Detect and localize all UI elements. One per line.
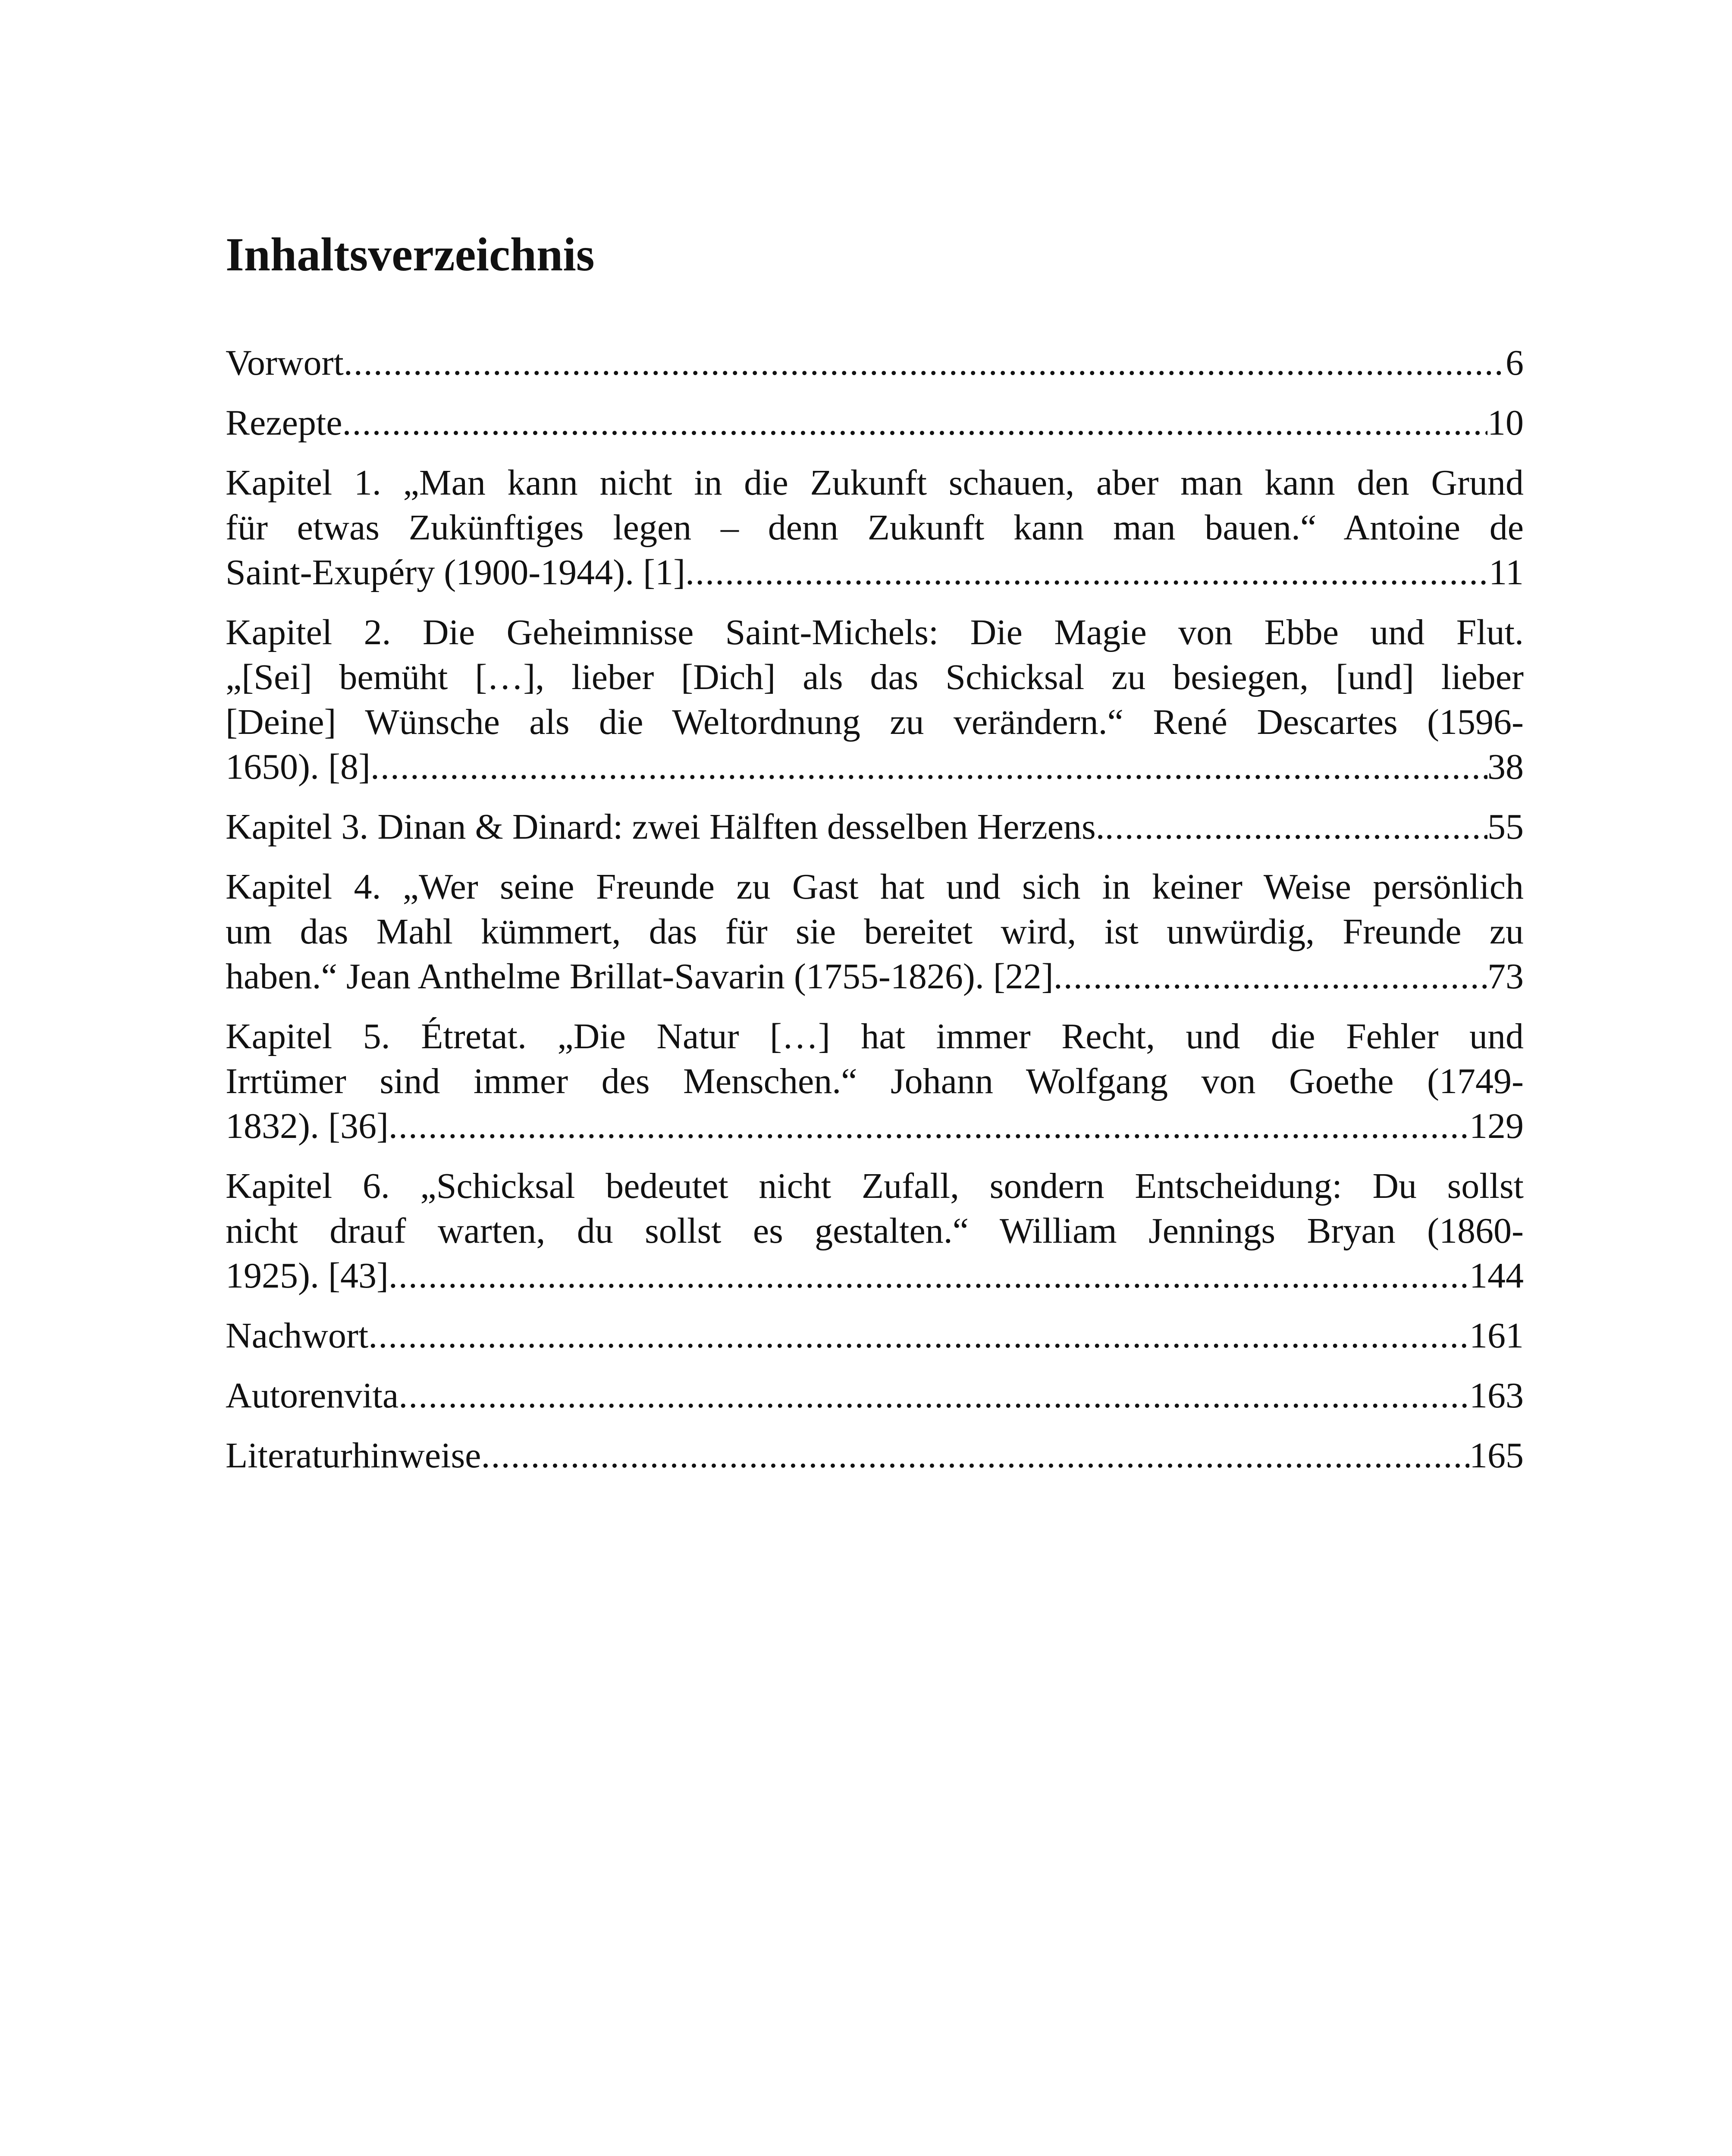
dot-leader: [342, 401, 1488, 445]
toc-entry-last-line: [226, 1373, 1524, 1418]
dot-leader: [398, 1373, 1469, 1418]
toc-entry-line: Kapitel 1. „Man kann nicht in die Zukunft schauen, aber man kann den Grund: [226, 463, 1524, 503]
toc-entry-title: Rezepte: [226, 403, 342, 443]
toc-entry[interactable]: [226, 1373, 1524, 1418]
toc-entry-title: Autorenvita: [226, 1376, 399, 1416]
toc-entry-title: Kapitel 3. Dinan & Dinard: zwei Hälften desselben Herzens.: [226, 807, 1105, 847]
toc-entry-last-line: [226, 1313, 1524, 1358]
toc-entry-last-line: [226, 401, 1524, 445]
toc-entry-line: „[Sei] bemüht […], lieber [Dich] als das Schicksal zu besiegen, [und] lieber: [226, 657, 1524, 697]
toc-page-number: 129: [1469, 1106, 1524, 1146]
dot-leader: [1054, 954, 1487, 999]
dot-leader: [685, 550, 1489, 595]
toc-entry-line: Kapitel 2. Die Geheimnisse Saint-Michels: Die Magie von Ebbe und Flut.: [226, 612, 1524, 652]
dot-leader: [389, 1253, 1469, 1298]
toc-entry-last-line: [226, 1433, 1524, 1478]
toc-entry-line: um das Mahl kümmert, das für sie bereitet wird, ist unwürdig, Freunde zu: [226, 912, 1524, 952]
toc-entry-title: Vorwort: [226, 343, 344, 383]
toc-entry-title: Saint-Exupéry (1900-1944). [1]: [226, 552, 686, 592]
toc-page-number: 144: [1469, 1256, 1524, 1296]
toc-entry-line: [Deine] Wünsche als die Weltordnung zu verändern.“ René Descartes (1596-: [226, 702, 1524, 742]
toc-entry[interactable]: [226, 341, 1524, 385]
toc-page-number: 55: [1487, 807, 1524, 847]
toc-entry-last-line: [226, 954, 1524, 999]
toc-entry-title: haben.“ Jean Anthelme Brillat-Savarin (1755-1826). [22]: [226, 956, 1054, 997]
toc-page-number: 165: [1469, 1435, 1524, 1476]
toc-entry-line: für etwas Zukünftiges legen – denn Zukunft kann man bauen.“ Antoine de: [226, 508, 1524, 548]
dot-leader: [389, 1104, 1469, 1149]
toc-entry[interactable]: [226, 805, 1524, 849]
toc-entry-last-line: [226, 745, 1524, 790]
dot-leader: [481, 1433, 1469, 1478]
toc-entry[interactable]: [226, 401, 1524, 445]
dot-leader: [370, 745, 1487, 790]
toc-entry[interactable]: [226, 1433, 1524, 1478]
toc-page-number: 38: [1487, 747, 1524, 787]
toc-entry-last-line: [226, 805, 1524, 849]
toc-page-number: 11: [1489, 552, 1524, 592]
toc-entry-line: Irrtümer sind immer des Menschen.“ Johann Wolfgang von Goethe (1749-: [226, 1061, 1524, 1101]
toc-entry-title: Literaturhinweise: [226, 1435, 481, 1476]
toc-entry-title: 1650). [8]: [226, 747, 370, 787]
dot-leader: [368, 1313, 1469, 1358]
table-of-contents: [226, 341, 1524, 1493]
toc-entry-line: nicht drauf warten, du sollst es gestalten.“ William Jennings Bryan (1860-: [226, 1211, 1524, 1251]
toc-page-number: 73: [1487, 956, 1524, 997]
toc-entry[interactable]: [226, 1164, 1524, 1298]
toc-page-number: 163: [1469, 1376, 1524, 1416]
toc-entry-line: Kapitel 4. „Wer seine Freunde zu Gast hat und sich in keiner Weise persönlich: [226, 867, 1524, 907]
toc-entry-last-line: [226, 1253, 1524, 1298]
toc-page-number: 6: [1506, 343, 1524, 383]
toc-entry-title: 1832). [36]: [226, 1106, 389, 1146]
toc-entry[interactable]: [226, 610, 1524, 790]
toc-entry[interactable]: [226, 1014, 1524, 1149]
dot-leader: [344, 341, 1506, 385]
toc-entry-last-line: [226, 550, 1524, 595]
toc-entry-last-line: [226, 341, 1524, 385]
page-title: Inhaltsverzeichnis: [226, 228, 595, 281]
toc-entry-line: Kapitel 5. Étretat. „Die Natur […] hat immer Recht, und die Fehler und: [226, 1016, 1524, 1056]
toc-entry-title: 1925). [43]: [226, 1256, 389, 1296]
toc-entry[interactable]: [226, 865, 1524, 999]
toc-page-number: 10: [1487, 403, 1524, 443]
toc-entry-last-line: [226, 1104, 1524, 1149]
toc-entry[interactable]: [226, 1313, 1524, 1358]
toc-entry[interactable]: [226, 461, 1524, 595]
toc-entry-title: Nachwort: [226, 1316, 369, 1356]
toc-page-number: 161: [1469, 1316, 1524, 1356]
dot-leader: [1105, 805, 1487, 849]
toc-entry-line: Kapitel 6. „Schicksal bedeutet nicht Zufall, sondern Entscheidung: Du sollst: [226, 1166, 1524, 1206]
